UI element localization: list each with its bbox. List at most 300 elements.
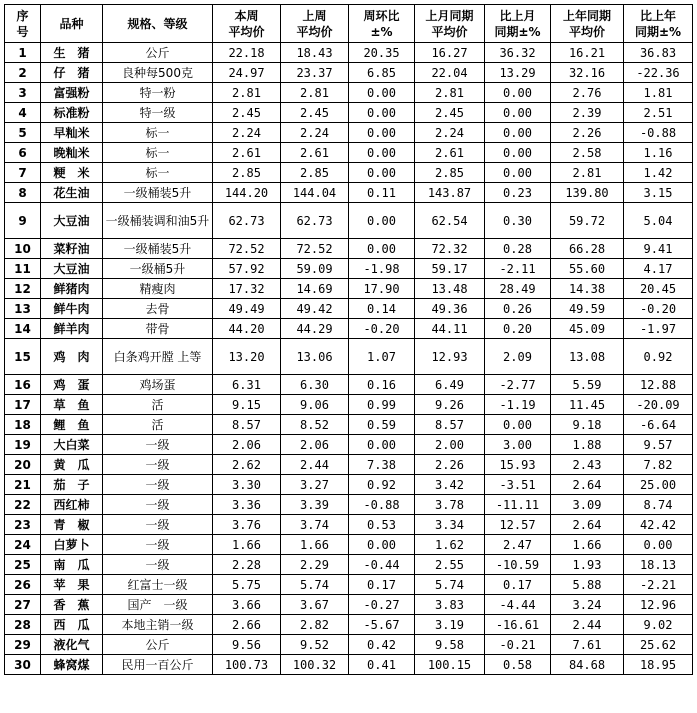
col-index-cell: 16 <box>5 375 41 395</box>
col-last-month-cell: 62.54 <box>415 203 485 239</box>
col-year-change-cell: 1.16 <box>624 143 693 163</box>
col-last-year-cell: 2.64 <box>551 475 624 495</box>
col-week-change-cell: 17.90 <box>349 279 415 299</box>
col-week-change-cell: 0.00 <box>349 535 415 555</box>
col-year-change-cell: 9.57 <box>624 435 693 455</box>
col-spec-cell: 特一级 <box>103 103 213 123</box>
col-last-week-cell: 3.67 <box>281 595 349 615</box>
header-text: 平均价 <box>296 24 333 39</box>
col-last-year-cell: 7.61 <box>551 635 624 655</box>
table-row <box>5 455 693 475</box>
header-text: 比上年 <box>639 8 676 23</box>
col-last-month-cell: 12.93 <box>415 339 485 375</box>
col-spec-cell: 本地主销一级 <box>103 615 213 635</box>
col-month-change-cell: 13.29 <box>485 63 551 83</box>
col-month-change-cell: -10.59 <box>485 555 551 575</box>
col-variety-cell: 大豆油 <box>41 203 103 239</box>
col-last-month-cell: 3.78 <box>415 495 485 515</box>
col-index-cell: 20 <box>5 455 41 475</box>
col-index-cell: 26 <box>5 575 41 595</box>
col-last-year-cell: 5.88 <box>551 575 624 595</box>
header-text: 同期±% <box>494 24 541 39</box>
table-row <box>5 279 693 299</box>
col-last-month-cell: 3.83 <box>415 595 485 615</box>
col-this-week-cell: 144.20 <box>213 183 281 203</box>
col-last-week-cell: 62.73 <box>281 203 349 239</box>
col-month-change-cell: 28.49 <box>485 279 551 299</box>
col-index-cell: 29 <box>5 635 41 655</box>
col-last-year-cell: 2.76 <box>551 83 624 103</box>
col-spec-cell: 公斤 <box>103 635 213 655</box>
col-spec-cell: 鸡场蛋 <box>103 375 213 395</box>
col-last-month-cell: 2.24 <box>415 123 485 143</box>
col-variety-cell: 黄 瓜 <box>41 455 103 475</box>
col-variety-cell: 苹 果 <box>41 575 103 595</box>
col-last-month-cell: 2.55 <box>415 555 485 575</box>
col-last-year-cell: 1.88 <box>551 435 624 455</box>
col-year-change-cell: 18.95 <box>624 655 693 675</box>
header-text: ±% <box>370 24 393 39</box>
header-text: 号 <box>16 24 29 39</box>
col-this-week-cell: 2.81 <box>213 83 281 103</box>
col-month-change-cell: 15.93 <box>485 455 551 475</box>
table-row <box>5 339 693 375</box>
col-variety-cell: 标准粉 <box>41 103 103 123</box>
col-spec-header <box>103 5 213 43</box>
col-spec-cell: 白条鸡开膛 上等 <box>103 339 213 375</box>
header-text: 周环比 <box>363 8 400 23</box>
col-spec-cell: 精瘦肉 <box>103 279 213 299</box>
col-month-change-cell: 0.00 <box>485 83 551 103</box>
col-week-change-cell: -0.44 <box>349 555 415 575</box>
table-row <box>5 555 693 575</box>
col-variety-cell: 南 瓜 <box>41 555 103 575</box>
table-row <box>5 415 693 435</box>
col-last-year-cell: 1.66 <box>551 535 624 555</box>
col-year-change-cell: 0.92 <box>624 339 693 375</box>
col-index-cell: 12 <box>5 279 41 299</box>
col-week-change-cell: 0.00 <box>349 103 415 123</box>
col-year-change-cell: 25.62 <box>624 635 693 655</box>
col-index-cell: 4 <box>5 103 41 123</box>
col-last-week-cell: 9.52 <box>281 635 349 655</box>
col-month-change-cell: 0.26 <box>485 299 551 319</box>
col-week-change-cell: 0.00 <box>349 83 415 103</box>
col-spec-cell: 一级 <box>103 555 213 575</box>
col-this-week-cell: 62.73 <box>213 203 281 239</box>
col-week-change-cell: 0.42 <box>349 635 415 655</box>
col-variety-cell: 西红柿 <box>41 495 103 515</box>
col-last-week-cell: 1.66 <box>281 535 349 555</box>
col-year-change-cell: -20.09 <box>624 395 693 415</box>
col-this-week-cell: 24.97 <box>213 63 281 83</box>
col-this-week-cell: 6.31 <box>213 375 281 395</box>
col-year-change-header <box>624 5 693 43</box>
col-year-change-cell: -6.64 <box>624 415 693 435</box>
col-this-week-cell: 3.66 <box>213 595 281 615</box>
table-row <box>5 595 693 615</box>
col-variety-cell: 富强粉 <box>41 83 103 103</box>
col-last-month-cell: 49.36 <box>415 299 485 319</box>
col-spec-cell: 一级桶装调和油5升 <box>103 203 213 239</box>
col-spec-cell: 一级 <box>103 455 213 475</box>
col-variety-cell: 西 瓜 <box>41 615 103 635</box>
col-week-change-cell: 6.85 <box>349 63 415 83</box>
col-last-week-cell: 9.06 <box>281 395 349 415</box>
col-last-year-cell: 5.59 <box>551 375 624 395</box>
col-this-week-cell: 72.52 <box>213 239 281 259</box>
col-spec-cell: 去骨 <box>103 299 213 319</box>
col-variety-cell: 鸡 肉 <box>41 339 103 375</box>
col-last-week-cell: 3.74 <box>281 515 349 535</box>
col-month-change-header <box>485 5 551 43</box>
col-this-week-cell: 49.49 <box>213 299 281 319</box>
header-text: 比上月 <box>499 8 536 23</box>
table-row <box>5 259 693 279</box>
col-week-change-cell: 0.00 <box>349 143 415 163</box>
col-last-month-cell: 3.19 <box>415 615 485 635</box>
table-row <box>5 319 693 339</box>
col-spec-cell: 一级 <box>103 515 213 535</box>
price-table <box>4 4 693 675</box>
col-this-week-cell: 44.20 <box>213 319 281 339</box>
col-index-cell: 30 <box>5 655 41 675</box>
table-row <box>5 535 693 555</box>
col-last-year-cell: 45.09 <box>551 319 624 339</box>
col-year-change-cell: 20.45 <box>624 279 693 299</box>
col-variety-cell: 鲜牛肉 <box>41 299 103 319</box>
table-row <box>5 515 693 535</box>
col-last-year-cell: 139.80 <box>551 183 624 203</box>
col-last-month-cell: 3.34 <box>415 515 485 535</box>
col-last-week-cell: 49.42 <box>281 299 349 319</box>
col-last-week-cell: 3.39 <box>281 495 349 515</box>
header-text: 本周 <box>234 8 259 23</box>
col-month-change-cell: 0.00 <box>485 123 551 143</box>
col-last-week-cell: 2.06 <box>281 435 349 455</box>
col-variety-cell: 白萝卜 <box>41 535 103 555</box>
col-variety-cell: 草 鱼 <box>41 395 103 415</box>
col-last-month-cell: 16.27 <box>415 43 485 63</box>
col-last-month-cell: 44.11 <box>415 319 485 339</box>
col-year-change-cell: -2.21 <box>624 575 693 595</box>
col-last-week-cell: 8.52 <box>281 415 349 435</box>
col-this-week-cell: 3.36 <box>213 495 281 515</box>
col-variety-cell: 菜籽油 <box>41 239 103 259</box>
col-this-week-cell: 3.76 <box>213 515 281 535</box>
col-this-week-cell: 2.45 <box>213 103 281 123</box>
col-spec-cell: 标一 <box>103 143 213 163</box>
col-week-change-cell: -0.20 <box>349 319 415 339</box>
col-last-year-cell: 2.43 <box>551 455 624 475</box>
col-last-year-cell: 66.28 <box>551 239 624 259</box>
col-index-cell: 14 <box>5 319 41 339</box>
col-index-cell: 1 <box>5 43 41 63</box>
col-last-week-cell: 2.44 <box>281 455 349 475</box>
col-month-change-cell: 0.00 <box>485 143 551 163</box>
col-spec-cell: 标一 <box>103 163 213 183</box>
col-month-change-cell: 36.32 <box>485 43 551 63</box>
col-last-month-cell: 2.81 <box>415 83 485 103</box>
col-year-change-cell: 36.83 <box>624 43 693 63</box>
col-last-week-cell: 2.45 <box>281 103 349 123</box>
header-text: 品种 <box>59 16 84 31</box>
col-spec-cell: 一级 <box>103 475 213 495</box>
col-index-cell: 2 <box>5 63 41 83</box>
col-last-month-cell: 6.49 <box>415 375 485 395</box>
col-this-week-cell: 13.20 <box>213 339 281 375</box>
col-week-change-cell: -1.98 <box>349 259 415 279</box>
col-last-month-cell: 22.04 <box>415 63 485 83</box>
col-week-change-cell: 0.11 <box>349 183 415 203</box>
col-last-week-cell: 2.61 <box>281 143 349 163</box>
col-last-week-cell: 6.30 <box>281 375 349 395</box>
table-row <box>5 635 693 655</box>
col-this-week-cell: 2.62 <box>213 455 281 475</box>
table-row <box>5 495 693 515</box>
col-this-week-cell: 2.61 <box>213 143 281 163</box>
col-month-change-cell: -4.44 <box>485 595 551 615</box>
col-spec-cell: 一级 <box>103 535 213 555</box>
col-index-cell: 23 <box>5 515 41 535</box>
col-last-month-cell: 2.61 <box>415 143 485 163</box>
col-last-week-cell: 2.85 <box>281 163 349 183</box>
col-year-change-cell: 3.15 <box>624 183 693 203</box>
col-variety-cell: 仔 猪 <box>41 63 103 83</box>
col-year-change-cell: -0.20 <box>624 299 693 319</box>
col-last-year-cell: 2.58 <box>551 143 624 163</box>
col-last-month-cell: 2.26 <box>415 455 485 475</box>
col-month-change-cell: 2.09 <box>485 339 551 375</box>
col-last-year-header <box>551 5 624 43</box>
col-week-change-cell: 0.17 <box>349 575 415 595</box>
col-week-change-cell: 7.38 <box>349 455 415 475</box>
header-text: 序 <box>16 8 29 23</box>
col-spec-cell: 一级桶装5升 <box>103 183 213 203</box>
col-variety-cell: 茄 子 <box>41 475 103 495</box>
col-month-change-cell: -0.21 <box>485 635 551 655</box>
col-last-year-cell: 55.60 <box>551 259 624 279</box>
col-variety-cell: 花生油 <box>41 183 103 203</box>
col-year-change-cell: 42.42 <box>624 515 693 535</box>
col-year-change-cell: 2.51 <box>624 103 693 123</box>
col-variety-cell: 鲜猪肉 <box>41 279 103 299</box>
header-text: 上月同期 <box>425 8 474 23</box>
col-week-change-cell: 0.16 <box>349 375 415 395</box>
col-variety-cell: 青 椒 <box>41 515 103 535</box>
col-last-month-cell: 2.45 <box>415 103 485 123</box>
col-month-change-cell: 0.00 <box>485 103 551 123</box>
col-variety-cell: 香 蕉 <box>41 595 103 615</box>
col-index-cell: 13 <box>5 299 41 319</box>
col-year-change-cell: 1.81 <box>624 83 693 103</box>
col-variety-cell: 早籼米 <box>41 123 103 143</box>
col-week-change-cell: 0.00 <box>349 123 415 143</box>
header-text: 上年同期 <box>562 8 611 23</box>
col-last-week-cell: 23.37 <box>281 63 349 83</box>
col-last-month-cell: 8.57 <box>415 415 485 435</box>
col-week-change-cell: 1.07 <box>349 339 415 375</box>
table-row <box>5 43 693 63</box>
table-row <box>5 655 693 675</box>
col-index-cell: 19 <box>5 435 41 455</box>
col-week-change-cell: -5.67 <box>349 615 415 635</box>
col-index-cell: 22 <box>5 495 41 515</box>
col-last-year-cell: 14.38 <box>551 279 624 299</box>
col-week-change-cell: -0.27 <box>349 595 415 615</box>
col-year-change-cell: 8.74 <box>624 495 693 515</box>
col-variety-cell: 生 猪 <box>41 43 103 63</box>
col-last-month-header <box>415 5 485 43</box>
header-row <box>5 5 693 43</box>
col-variety-cell: 粳 米 <box>41 163 103 183</box>
table-row <box>5 123 693 143</box>
col-week-change-cell: -0.88 <box>349 495 415 515</box>
col-last-year-cell: 16.21 <box>551 43 624 63</box>
table-row <box>5 615 693 635</box>
table-row <box>5 395 693 415</box>
col-month-change-cell: 12.57 <box>485 515 551 535</box>
header-text: 规格、等级 <box>127 16 188 31</box>
col-index-cell: 9 <box>5 203 41 239</box>
col-week-change-cell: 0.41 <box>349 655 415 675</box>
col-last-year-cell: 59.72 <box>551 203 624 239</box>
col-month-change-cell: 0.00 <box>485 163 551 183</box>
col-spec-cell: 一级 <box>103 495 213 515</box>
col-this-week-cell: 2.28 <box>213 555 281 575</box>
col-week-change-cell: 0.92 <box>349 475 415 495</box>
col-week-change-cell: 0.59 <box>349 415 415 435</box>
table-row <box>5 83 693 103</box>
col-last-week-cell: 72.52 <box>281 239 349 259</box>
col-index-cell: 17 <box>5 395 41 415</box>
col-spec-cell: 民用一百公斤 <box>103 655 213 675</box>
header-text: 平均价 <box>568 24 605 39</box>
col-index-cell: 25 <box>5 555 41 575</box>
col-last-month-cell: 9.58 <box>415 635 485 655</box>
table-row <box>5 575 693 595</box>
col-year-change-cell: 5.04 <box>624 203 693 239</box>
col-this-week-cell: 100.73 <box>213 655 281 675</box>
col-this-week-cell: 57.92 <box>213 259 281 279</box>
col-last-year-cell: 2.64 <box>551 515 624 535</box>
col-last-month-cell: 100.15 <box>415 655 485 675</box>
col-last-month-cell: 143.87 <box>415 183 485 203</box>
col-spec-cell: 红富士一级 <box>103 575 213 595</box>
col-variety-cell: 鸡 蛋 <box>41 375 103 395</box>
col-this-week-cell: 9.56 <box>213 635 281 655</box>
col-month-change-cell: 0.58 <box>485 655 551 675</box>
col-month-change-cell: -11.11 <box>485 495 551 515</box>
table-row <box>5 103 693 123</box>
col-spec-cell: 带骨 <box>103 319 213 339</box>
col-variety-cell: 液化气 <box>41 635 103 655</box>
col-this-week-cell: 2.24 <box>213 123 281 143</box>
col-index-cell: 5 <box>5 123 41 143</box>
col-index-cell: 27 <box>5 595 41 615</box>
col-week-change-cell: 0.14 <box>349 299 415 319</box>
col-month-change-cell: 0.30 <box>485 203 551 239</box>
col-year-change-cell: 12.88 <box>624 375 693 395</box>
col-spec-cell: 公斤 <box>103 43 213 63</box>
col-this-week-cell: 2.85 <box>213 163 281 183</box>
col-last-week-cell: 144.04 <box>281 183 349 203</box>
col-index-cell: 8 <box>5 183 41 203</box>
col-last-week-cell: 14.69 <box>281 279 349 299</box>
col-last-week-cell: 2.81 <box>281 83 349 103</box>
col-index-cell: 7 <box>5 163 41 183</box>
col-spec-cell: 特一粉 <box>103 83 213 103</box>
col-spec-cell: 活 <box>103 415 213 435</box>
col-last-year-cell: 32.16 <box>551 63 624 83</box>
col-month-change-cell: -1.19 <box>485 395 551 415</box>
col-year-change-cell: 9.02 <box>624 615 693 635</box>
col-last-year-cell: 2.26 <box>551 123 624 143</box>
col-variety-cell: 鲤 鱼 <box>41 415 103 435</box>
col-spec-cell: 一级桶装5升 <box>103 239 213 259</box>
col-last-week-cell: 100.32 <box>281 655 349 675</box>
col-year-change-cell: 25.00 <box>624 475 693 495</box>
col-this-week-cell: 2.66 <box>213 615 281 635</box>
table-row <box>5 299 693 319</box>
col-week-change-cell: 20.35 <box>349 43 415 63</box>
col-last-month-cell: 3.42 <box>415 475 485 495</box>
col-last-month-cell: 13.48 <box>415 279 485 299</box>
col-week-change-header <box>349 5 415 43</box>
table-row <box>5 183 693 203</box>
col-last-week-cell: 2.29 <box>281 555 349 575</box>
col-index-cell: 3 <box>5 83 41 103</box>
col-spec-cell: 国产 一级 <box>103 595 213 615</box>
col-month-change-cell: -16.61 <box>485 615 551 635</box>
col-month-change-cell: 0.17 <box>485 575 551 595</box>
col-year-change-cell: -0.88 <box>624 123 693 143</box>
col-last-year-cell: 11.45 <box>551 395 624 415</box>
col-last-week-cell: 2.82 <box>281 615 349 635</box>
col-year-change-cell: 1.42 <box>624 163 693 183</box>
col-this-week-cell: 2.06 <box>213 435 281 455</box>
table-row <box>5 163 693 183</box>
col-last-week-cell: 18.43 <box>281 43 349 63</box>
table-row <box>5 63 693 83</box>
col-last-year-cell: 3.24 <box>551 595 624 615</box>
header-text: 平均价 <box>431 24 468 39</box>
col-week-change-cell: 0.00 <box>349 203 415 239</box>
header-text: 上周 <box>302 8 327 23</box>
col-year-change-cell: -1.97 <box>624 319 693 339</box>
col-variety-cell: 鲜羊肉 <box>41 319 103 339</box>
table-row <box>5 239 693 259</box>
col-spec-cell: 标一 <box>103 123 213 143</box>
col-index-cell: 15 <box>5 339 41 375</box>
col-variety-cell: 大豆油 <box>41 259 103 279</box>
col-last-month-cell: 59.17 <box>415 259 485 279</box>
table-row <box>5 203 693 239</box>
col-year-change-cell: 4.17 <box>624 259 693 279</box>
col-index-header <box>5 5 41 43</box>
col-variety-cell: 大白菜 <box>41 435 103 455</box>
col-last-year-cell: 9.18 <box>551 415 624 435</box>
col-index-cell: 10 <box>5 239 41 259</box>
col-last-year-cell: 84.68 <box>551 655 624 675</box>
col-index-cell: 28 <box>5 615 41 635</box>
col-last-week-cell: 2.24 <box>281 123 349 143</box>
col-last-month-cell: 1.62 <box>415 535 485 555</box>
col-last-year-cell: 13.08 <box>551 339 624 375</box>
col-last-year-cell: 1.93 <box>551 555 624 575</box>
col-year-change-cell: 7.82 <box>624 455 693 475</box>
col-index-cell: 11 <box>5 259 41 279</box>
